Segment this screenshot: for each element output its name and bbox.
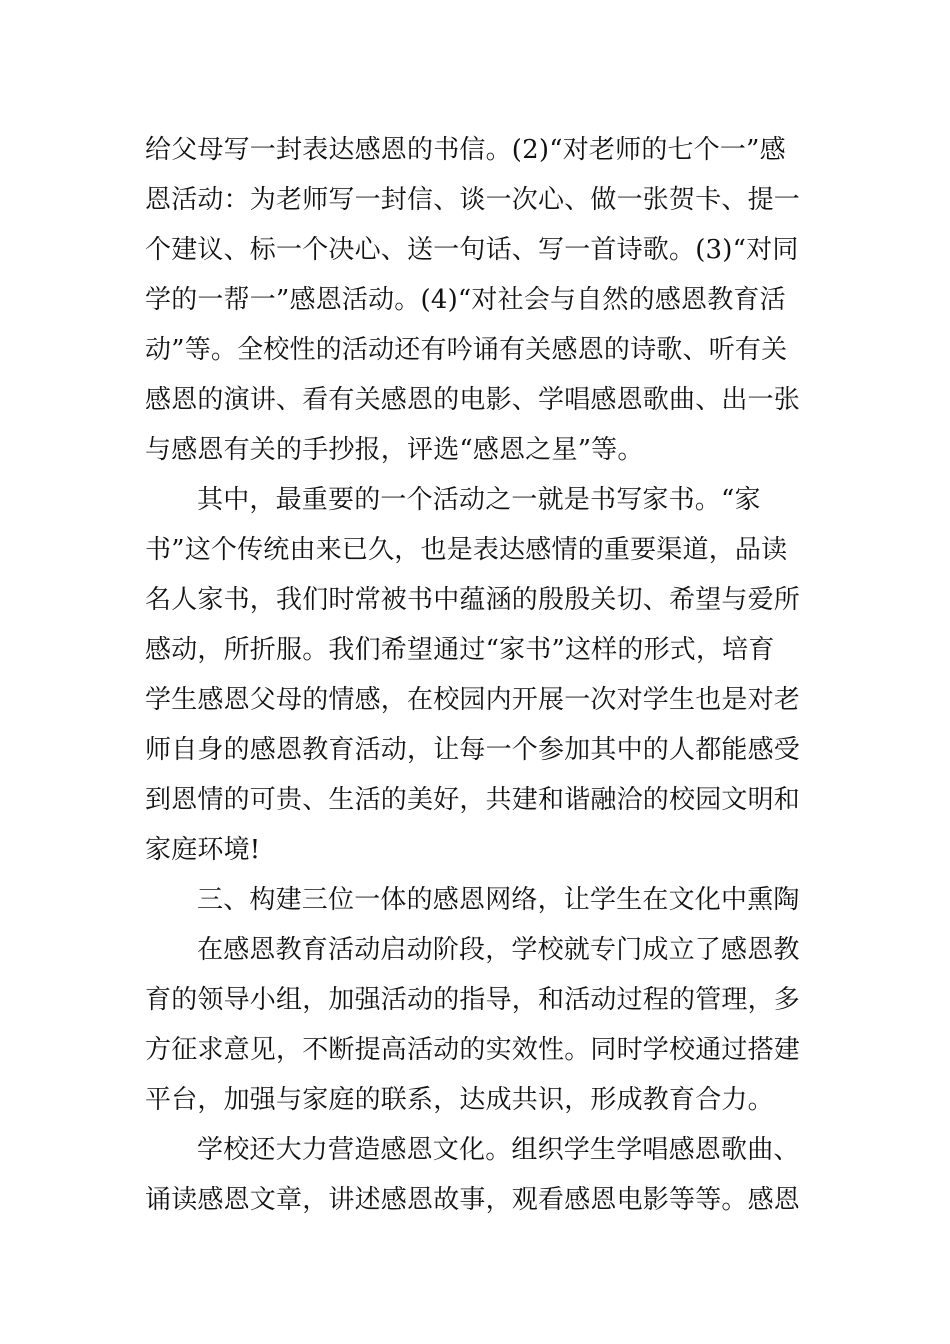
- paragraph-line: 家庭环境!: [145, 835, 261, 865]
- paragraph-line: 与感恩有关的手抄报，评选“感恩之星”等。: [145, 435, 644, 465]
- paragraph-line: 恩活动：为老师写一封信、谈一次心、做一张贺卡、提一: [145, 185, 801, 215]
- paragraph-line: 学的一帮一”感恩活动。(4)“对社会与自然的感恩教育活: [145, 285, 786, 315]
- paragraph-line: 书”这个传统由来已久，也是表达感情的重要渠道，品读: [145, 535, 788, 565]
- paragraph-line: 学生感恩父母的情感，在校园内开展一次对学生也是对老: [145, 685, 801, 715]
- paragraph-line: 诵读感恩文章，讲述感恩故事，观看感恩电影等等。感恩: [145, 1185, 801, 1215]
- paragraph-line: 感恩的演讲、看有关感恩的电影、学唱感恩歌曲、出一张: [145, 385, 801, 415]
- paragraph-line: 个建议、标一个决心、送一句话、写一首诗歌。(3)“对同: [145, 235, 799, 265]
- paragraph-line: 动”等。全校性的活动还有吟诵有关感恩的诗歌、听有关: [145, 335, 788, 365]
- paragraph-line: 育的领导小组，加强活动的指导，和活动过程的管理，多: [145, 985, 801, 1015]
- paragraph-line: 师自身的感恩教育活动，让每一个参加其中的人都能感受: [145, 735, 801, 765]
- paragraph-first-line: 学校还大力营造感恩文化。组织学生学唱感恩歌曲、: [197, 1135, 800, 1165]
- paragraph-line: 感动，所折服。我们希望通过“家书”这样的形式，培育: [145, 635, 775, 665]
- paragraph-first-line: 在感恩教育活动启动阶段，学校就专门成立了感恩教: [197, 935, 800, 965]
- paragraph-line: 到恩情的可贵、生活的美好，共建和谐融洽的校园文明和: [145, 785, 801, 815]
- paragraph-line: 平台，加强与家庭的联系，达成共识，形成教育合力。: [145, 1085, 774, 1115]
- paragraph-line: 方征求意见，不断提高活动的实效性。同时学校通过搭建: [145, 1035, 801, 1065]
- paragraph-line: 给父母写一封表达感恩的书信。(2)“对老师的七个一”感: [145, 135, 786, 165]
- paragraph-line: 名人家书，我们时常被书中蕴涵的殷殷关切、希望与爱所: [145, 585, 801, 615]
- paragraph-first-line: 其中，最重要的一个活动之一就是书写家书。“家: [197, 485, 761, 515]
- section-heading: 三、构建三位一体的感恩网络，让学生在文化中熏陶: [197, 885, 800, 915]
